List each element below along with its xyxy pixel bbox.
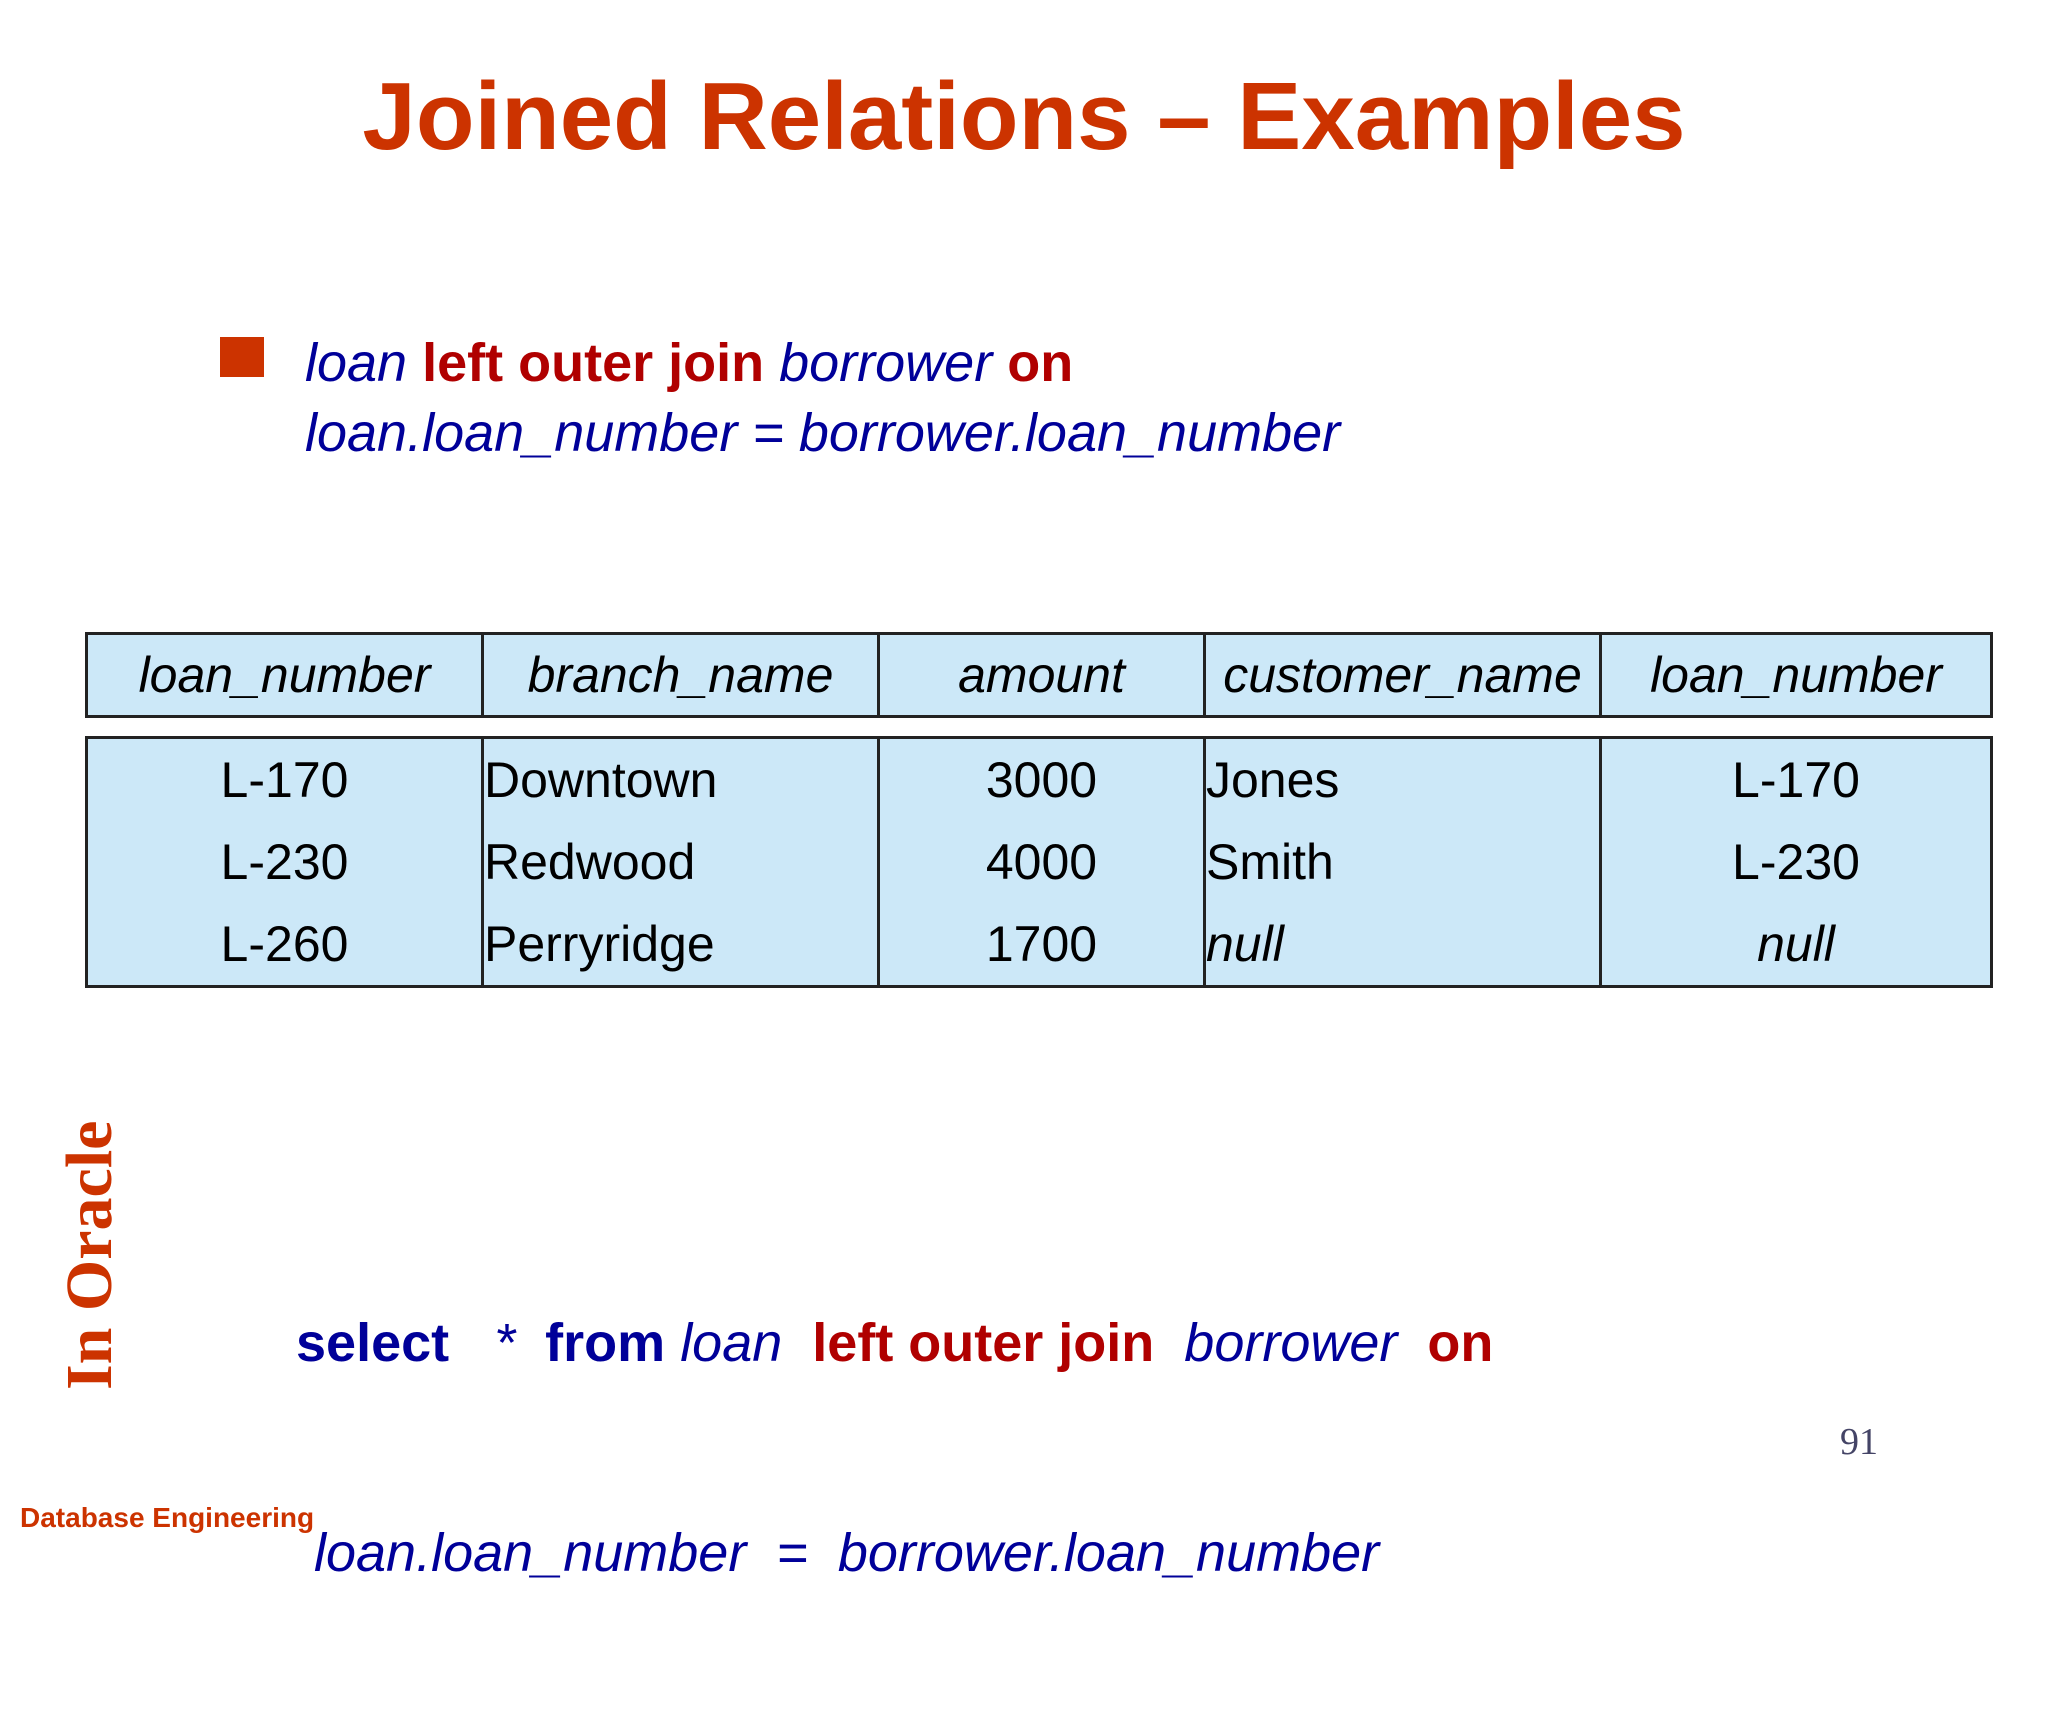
table-cell: null <box>1206 916 1284 972</box>
table-cell: L-170 <box>220 752 349 808</box>
column-loan-number <box>87 738 483 987</box>
sql-condition: loan.loan_number = borrower.loan_number <box>314 1523 1380 1583</box>
oracle-label: In Oracle <box>53 1120 126 1390</box>
slide-title: Joined Relations – Examples <box>362 63 1686 170</box>
sql-left-outer-join: left outer join <box>812 1313 1155 1373</box>
table-cell: Redwood <box>484 834 696 890</box>
column-header: branch_name <box>483 634 879 717</box>
column-header: amount <box>879 634 1205 717</box>
page-number: 91 <box>1840 1421 1878 1463</box>
table-cell: L-260 <box>220 916 349 972</box>
table-cell: L-230 <box>1732 834 1860 890</box>
table-cell: Downtown <box>484 752 718 808</box>
bullet-square-icon <box>220 337 264 377</box>
sql-query <box>296 1168 1493 1728</box>
column-loan-number-2 <box>1601 738 1992 987</box>
column-branch-name <box>483 738 879 987</box>
column-amount <box>879 738 1205 987</box>
table-cell: 4000 <box>985 834 1098 890</box>
bullet-condition: loan.loan_number = borrower.loan_number <box>305 403 1341 463</box>
relation-body-table <box>85 736 1993 988</box>
table-cell: 3000 <box>985 752 1098 808</box>
table-cell: Smith <box>1206 834 1334 890</box>
table-cell: Perryridge <box>484 916 715 972</box>
sql-star: * <box>494 1313 516 1373</box>
bullet-on: on <box>1007 333 1074 393</box>
relation-header-table <box>85 632 1993 718</box>
table-cell: null <box>1757 916 1835 972</box>
column-header: customer_name <box>1205 634 1601 717</box>
sql-select: select <box>296 1313 450 1373</box>
table-cell: Jones <box>1206 752 1340 808</box>
header-row <box>87 634 1992 717</box>
table-cell: L-170 <box>1732 752 1860 808</box>
bullet-left-outer-join: left outer join <box>422 333 765 393</box>
bullet-line-1 <box>305 328 1340 398</box>
body-row <box>87 738 1992 987</box>
sql-line-1 <box>296 1308 1493 1378</box>
bullet-borrower: borrower <box>779 333 993 393</box>
sql-from: from <box>545 1313 666 1373</box>
sql-on: on <box>1427 1313 1494 1373</box>
column-header: loan_number <box>1601 634 1992 717</box>
footer-label: Database Engineering <box>20 1502 315 1533</box>
bullet-loan: loan <box>305 333 408 393</box>
table-cell: L-230 <box>220 834 349 890</box>
table-cell: 1700 <box>985 916 1098 972</box>
sql-loan: loan <box>680 1313 783 1373</box>
column-header: loan_number <box>87 634 483 717</box>
bullet-text <box>305 328 1340 468</box>
column-customer-name <box>1205 738 1601 987</box>
sql-borrower: borrower <box>1184 1313 1398 1373</box>
